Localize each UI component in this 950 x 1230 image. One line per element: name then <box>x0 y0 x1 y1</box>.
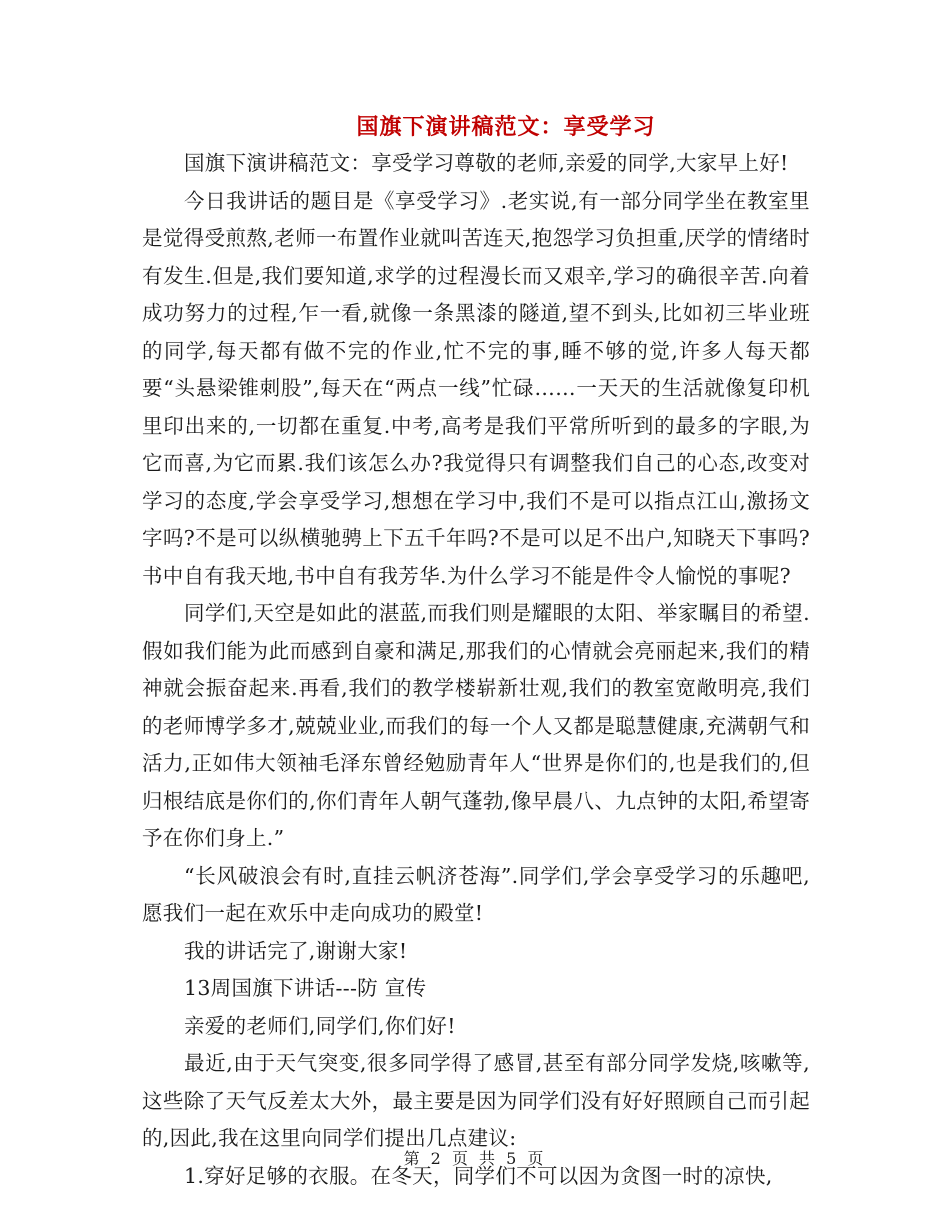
document-title: 国旗下演讲稿范文：享受学习 <box>356 114 656 140</box>
paragraph-closing: 我的讲话完了,谢谢大家! <box>184 938 408 963</box>
section-heading: 13周国旗下讲话---防 宣传 <box>184 976 427 1000</box>
paragraph-greeting: 亲爱的老师们,同学们,你们好! <box>184 1013 456 1038</box>
paragraph-body: 最近,由于天气突变,很多同学得了感冒,甚至有部分同学发烧,咳嗽等,这些除了天气反差太大外，最主要是因为同学们没有好好照顾自己而引起的,因此,我在这里向同学们提出几点建议: <box>142 1051 810 1150</box>
document-page <box>142 100 810 1195</box>
page-number-footer: 第 2 页 共 5 页 <box>403 1149 547 1168</box>
paragraph-list-item: 1.穿好足够的衣服。在冬天，同学们不可以因为贪图一时的凉快, <box>184 1163 773 1188</box>
paragraph-greeting: 国旗下演讲稿范文：享受学习尊敬的老师,亲爱的同学,大家早上好! <box>184 151 789 175</box>
paragraph-body: 今日我讲话的题目是《享受学习》.老实说,有一部分同学坐在教室里是觉得受煎熬,老师一布置作业就叫苦连天,抱怨学习负担重,厌学的情绪时有发生.但是,我们要知道,求学的过程漫长而又艰辛,学习的确很辛苦.向着成功努力的过程,乍一看,就像一条黑漆的隧道,望不到头,比如初三毕业班的同学,每天都有做不完的作业,忙不完的事,睡不够的觉,许多人每天都要“头悬梁锥刺股”,每天在“两点一线”忙碌……一天天的生活就像复印机里印出来的,一切都在重复.中考,高考是我们平常所听到的最多的字眼,为它而喜,为它而累.我们该怎么办?我觉得只有调整我们自己的心态,改变对学习的态度,学会享受学习,想想在学习中,我们不是可以指点江山,激扬文字吗?不是可以纵横驰骋上下五千年吗?不是可以足不出户,知晓天下事吗?书中自有我天地,书中自有我芳华.为什么学习不能是件令人愉悦的事呢? <box>142 188 810 588</box>
paragraph-body: “长风破浪会有时,直挂云帆济苍海”.同学们,学会享受学习的乐趣吧,愿我们一起在欢乐中走向成功的殿堂! <box>142 863 810 925</box>
paragraph-body: 同学们,天空是如此的湛蓝,而我们则是耀眼的太阳、举家瞩目的希望.假如我们能为此而感到自豪和满足,那我们的心情就会亮丽起来,我们的精神就会振奋起来.再看,我们的教学楼崭新壮观,我们的教室宽敞明亮,我们的老师博学多才,兢兢业业,而我们的每一个人又都是聪慧健康,充满朝气和活力,正如伟大领袖毛泽东曾经勉励青年人“世界是你们的,也是我们的,但归根结底是你们的,你们青年人朝气蓬勃,像早晨八、九点钟的太阳,希望寄予在你们身上.” <box>142 601 810 850</box>
